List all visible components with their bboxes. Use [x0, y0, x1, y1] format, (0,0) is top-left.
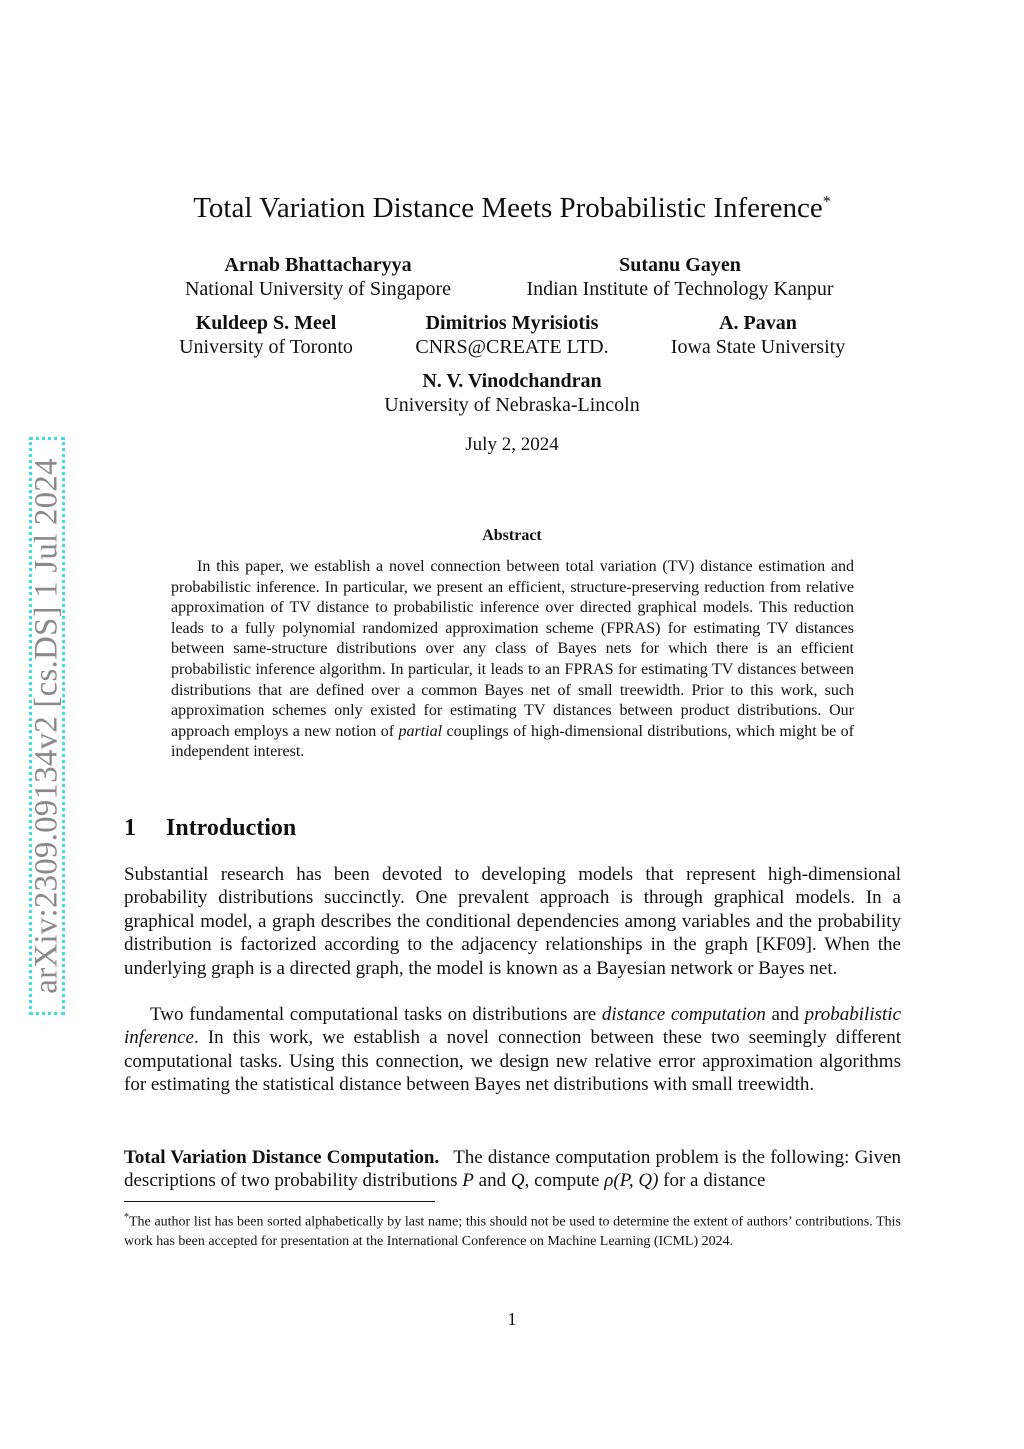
paragraph-text: and	[473, 1170, 511, 1192]
footnote	[124, 1208, 901, 1251]
author-affiliation: CNRS@CREATE LTD.	[415, 336, 609, 358]
author-name: Arnab Bhattacharyya	[224, 254, 412, 276]
paragraph-text: The distance computation problem is the following: Given descriptions of two probability distributions	[124, 1147, 902, 1192]
math-expression-rho: ρ(P, Q)	[604, 1170, 659, 1192]
abstract-emphasis: partial	[398, 722, 443, 740]
abstract-text: couplings of high-dimensional distributions, which might be of independent interest.	[171, 722, 855, 761]
paragraph-text: for a distance	[658, 1170, 766, 1192]
author-block-3	[179, 311, 353, 359]
title-footnote-mark: *	[822, 193, 831, 211]
emphasis-probabilistic-inference: probabilistic inference	[124, 1004, 902, 1049]
author-block-2	[526, 253, 833, 301]
paragraph-text: and	[765, 1004, 805, 1025]
paragraph-text: , compute	[524, 1170, 605, 1192]
author-block-5	[671, 311, 845, 359]
author-affiliation: University of Toronto	[179, 336, 353, 358]
author-name: A. Pavan	[719, 312, 797, 334]
emphasis-distance-computation: distance computation	[601, 1004, 766, 1025]
section-heading	[124, 815, 296, 842]
author-affiliation: University of Nebraska-Lincoln	[384, 394, 640, 416]
arxiv-identifier: arXiv:2309.09134v2 [cs.DS] 1 Jul 2024	[28, 458, 65, 994]
footnote-text: The author list has been sorted alphabetically by last name; this should not be used to determine the extent of authors’ contributions. This work has been accepted for presentation at the International Conference on Machine Learning (ICML) 2024.	[124, 1214, 901, 1249]
section-number: 1	[124, 815, 136, 841]
author-name: Kuldeep S. Meel	[195, 312, 337, 334]
math-symbol-p: P	[462, 1170, 474, 1192]
author-block-4	[415, 311, 608, 359]
author-name: Dimitrios Myrisiotis	[425, 312, 599, 334]
paragraph-text: Two fundamental computational tasks on distributions are	[150, 1004, 602, 1025]
publication-date: July 2, 2024	[465, 434, 559, 455]
run-in-heading: Total Variation Distance Computation.	[124, 1147, 440, 1168]
author-name: N. V. Vinodchandran	[422, 370, 602, 392]
paper-title	[0, 192, 1024, 225]
author-block-6	[384, 369, 639, 417]
title-text: Total Variation Distance Meets Probabilistic Inference	[193, 192, 823, 224]
section-title: Introduction	[166, 815, 297, 841]
page-number: 1	[507, 1309, 517, 1329]
abstract-text: In this paper, we establish a novel connection between total variation (TV) distance estimation and probabilistic inference. In particular, we present an efficient, structure-preserving reduction from relative approximation of TV distance to probabilistic inference over directed graphical models. This reduction leads to a fully polynomial randomized approximation scheme (FPRAS) for estimating TV distances between same-structure distributions over any class of Bayes nets for which there is an efficient probabilistic inference algorithm. In particular, it leads to an FPRAS for estimating TV distances between distributions that are defined over a common Bayes net of small treewidth. Prior to this work, such approximation schemes only existed for estimating TV distances between product distributions. Our approach employs a new notion of	[171, 558, 854, 740]
abstract-heading: Abstract	[482, 527, 542, 544]
footnote-rule	[124, 1201, 435, 1202]
author-affiliation: Iowa State University	[670, 336, 846, 358]
intro-paragraph-1: Substantial research has been devoted to developing models that represent high-dimensional probability distributions succinctly. One prevalent approach is through graphical models. In a graphical model, a graph describes the conditional dependencies among variables and the probability distribution is factorized according to the adjacency relationships in the graph [KF09]. When the underlying graph is a directed graph, the model is known as a Bayesian network or Bayes net.	[124, 864, 901, 979]
abstract-body	[171, 557, 854, 763]
author-name: Sutanu Gayen	[619, 254, 741, 276]
intro-paragraph-2	[124, 1003, 901, 1097]
math-symbol-q: Q	[510, 1170, 525, 1192]
intro-paragraph-3	[124, 1146, 901, 1193]
author-block-1	[185, 253, 451, 301]
paragraph-text: . In this work, we establish a novel connection between these two seemingly different computational tasks. Using this connection, we design new relative error approximation algorithms for estimating the statistical distance between Bayes net distributions with small treewidth.	[124, 1027, 901, 1096]
author-affiliation: National University of Singapore	[184, 278, 452, 300]
author-affiliation: Indian Institute of Technology Kanpur	[526, 278, 834, 300]
footnote-mark: *	[124, 1212, 129, 1223]
